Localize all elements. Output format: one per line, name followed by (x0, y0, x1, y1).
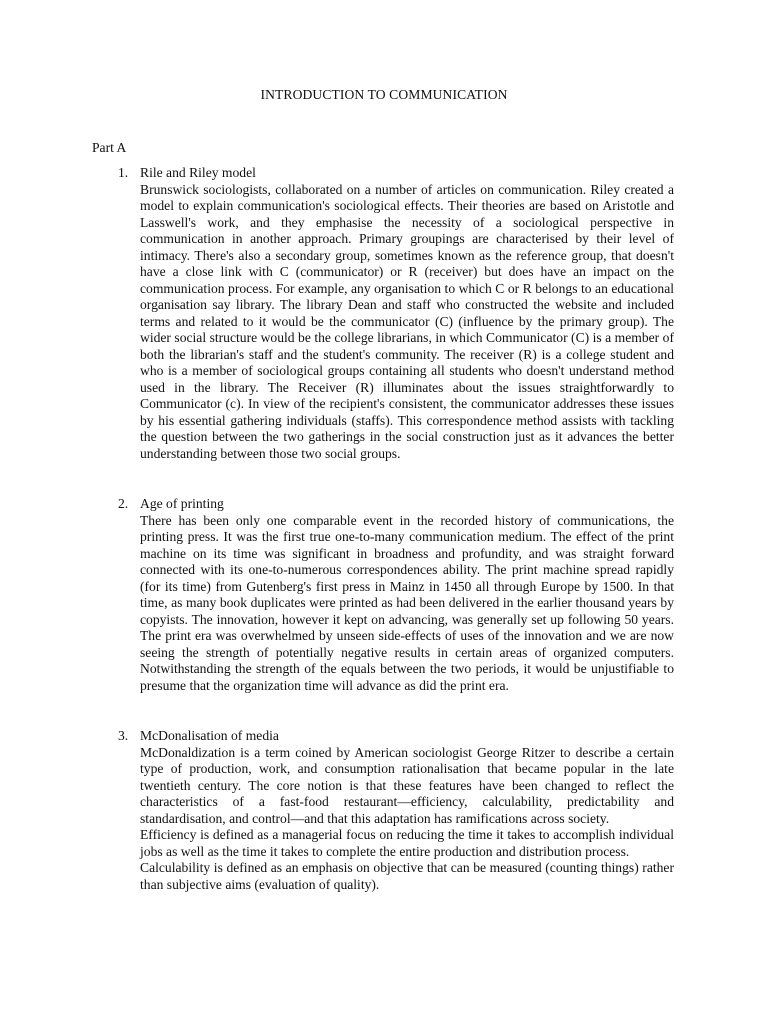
part-label: Part A (92, 140, 127, 155)
section-number: 1. (118, 165, 129, 180)
section-rile-riley-model (118, 165, 674, 462)
section-number: 2. (118, 496, 129, 511)
section-age-of-printing (118, 496, 674, 694)
paragraph: There has been only one comparable event in the recorded history of communications, the printing press. It was the first true one-to-many communication medium. The effect of the print machine on its time was significant in broadness and profundity, and was straight forward connected with its one-to-numerous correspondences ability. The print machine spread rapidly (for its time) from Gutenberg's first press in Mainz in 1450 all through Europe by 1500. In that time, as many book duplicates were printed as had been delivered in the earlier thousand years by copyists. The innovation, however it kept on advancing, was generally set up following 50 years. The print era was overwhelmed by unseen side-effects of uses of the innovation and we are now seeing the strength of potentially negative results in certain areas of organized computers. Notwithstanding the strength of the equals between the two periods, it would be unjustifiable to presume that the organization time will advance as did the print era. (140, 512, 674, 693)
section-heading-text: Rile and Riley model (140, 165, 256, 180)
section-heading (118, 728, 674, 745)
document-title: INTRODUCTION TO COMMUNICATION (260, 87, 508, 102)
section-number: 3. (118, 728, 129, 743)
paragraph: Efficiency is defined as a managerial focus on reducing the time it takes to accomplish individual jobs as well as the time it takes to complete the entire production and distribution process. (140, 827, 674, 859)
section-body (118, 745, 674, 894)
section-heading-text: McDonalisation of media (140, 728, 279, 743)
section-body (118, 513, 674, 695)
section-heading (118, 165, 674, 182)
paragraph: McDonaldization is a term coined by American sociologist George Ritzer to describe a certain type of production, work, and consumption rationalisation that became popular in the late twentieth century. The core notion is that these features have been changed to reflect the characteristics of a fast-food restaurant—efficiency, calculability, predictability and standardisation, and control—and that this adaptation has ramifications across society. (140, 744, 674, 826)
section-heading (118, 496, 674, 513)
paragraph: Calculability is defined as an emphasis on objective that can be measured (counting things) rather than subjective aims (evaluation of quality). (140, 860, 674, 892)
section-heading-text: Age of printing (140, 496, 224, 511)
section-body (118, 182, 674, 463)
section-mcdonalisation-of-media (118, 728, 674, 893)
paragraph: Brunswick sociologists, collaborated on a number of articles on communication. Riley created a model to explain communication's sociological effects. Their theories are based on Aristotle and Lasswell's work, and they emphasise the necessity of a sociological perspective in communication in another approach. Primary groupings are characterised by their level of intimacy. There's also a secondary group, sometimes known as the reference group, that doesn't have a close link with C (communicator) or R (receiver) but does have an impact on the communication process. For example, any organisation to which C or R belongs to an educational organisation say library. The library Dean and staff who constructed the website and included terms and related to it would be the communicator (C) (influence by the primary group). The wider social structure would be the college librarians, in which Communicator (C) is a member of both the librarian's staff and the student's community. The receiver (R) is a college student and who is a member of sociological groups containing all students who doesn't understand method used in the library. The Receiver (R) illuminates about the issues straightforwardly to Communicator (c). In view of the recipient's consistent, the communicator addresses these issues by his essential gathering individuals (staffs). This correspondence method assists with tackling the question between the two gatherings in the social construction just as it advances the better understanding between those two social groups. (140, 181, 674, 461)
